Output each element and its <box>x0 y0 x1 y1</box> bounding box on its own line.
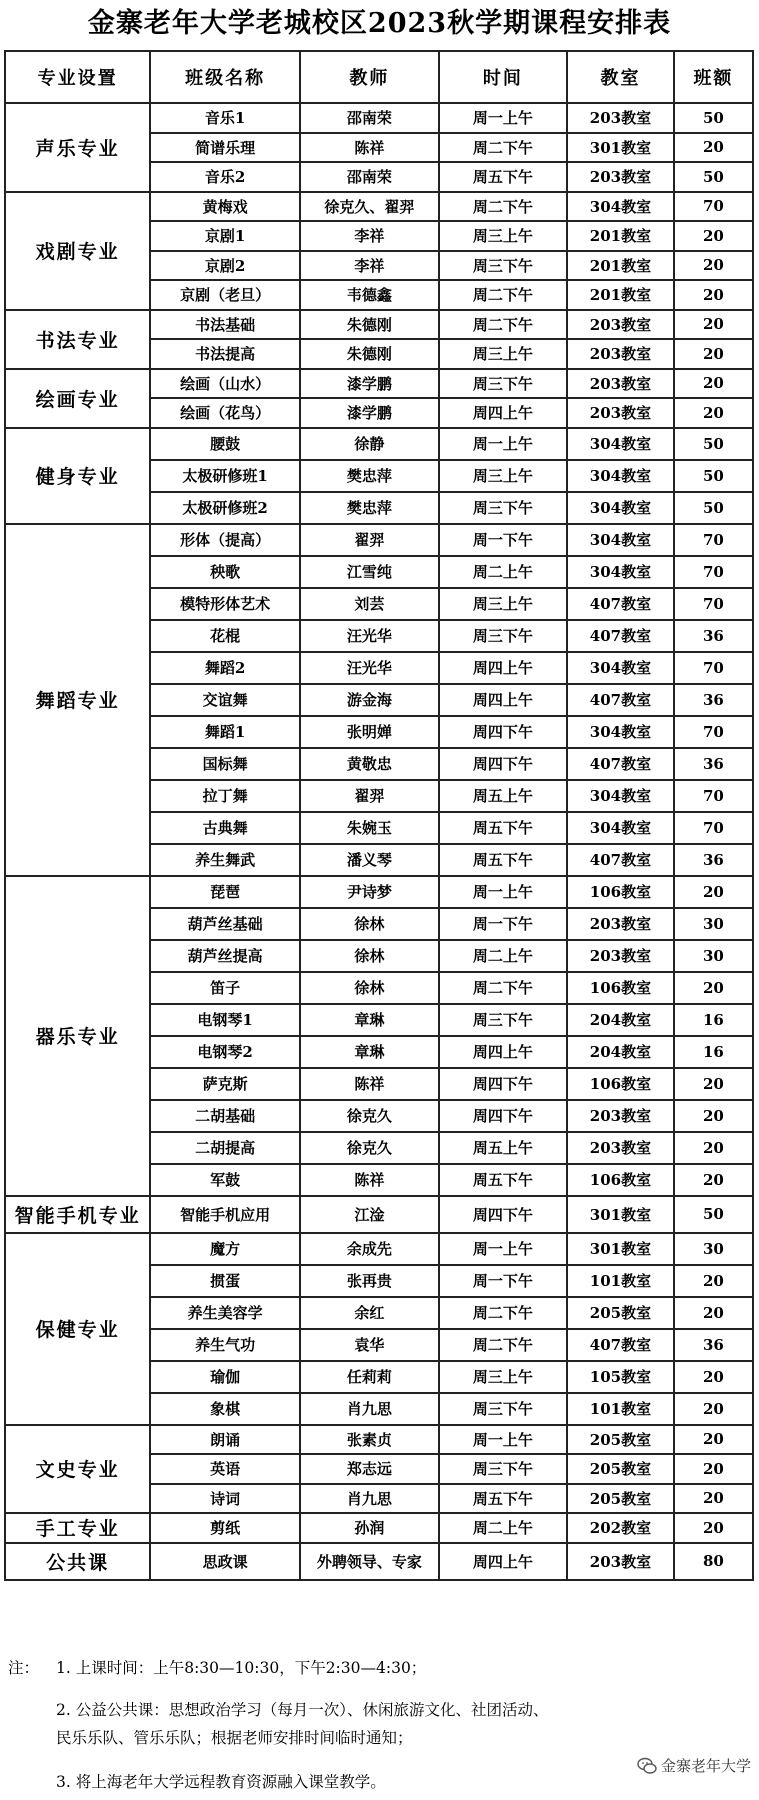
class-size-cell: 70 <box>674 716 753 748</box>
major-cell: 书法专业 <box>5 310 150 369</box>
teacher-cell: 朱婉玉 <box>300 812 439 844</box>
notes-label: 注： <box>8 1659 40 1677</box>
time-cell: 周四下午 <box>439 1196 567 1233</box>
class-size-cell: 36 <box>674 684 753 716</box>
time-cell: 周一上午 <box>439 1233 567 1265</box>
class-name-cell: 舞蹈2 <box>150 652 300 684</box>
time-cell: 周二下午 <box>439 133 567 163</box>
class-size-cell: 70 <box>674 652 753 684</box>
major-cell: 声乐专业 <box>5 103 150 192</box>
class-size-cell: 70 <box>674 524 753 556</box>
classroom-cell: 201教室 <box>567 280 674 310</box>
time-cell: 周四上午 <box>439 398 567 428</box>
time-cell: 周五下午 <box>439 1164 567 1196</box>
time-cell: 周三下午 <box>439 1454 567 1484</box>
class-size-cell: 20 <box>674 1297 753 1329</box>
class-name-cell: 腰鼓 <box>150 428 300 460</box>
major-cell: 舞蹈专业 <box>5 524 150 876</box>
header-classroom: 教室 <box>567 51 674 103</box>
teacher-cell: 张再贵 <box>300 1265 439 1297</box>
class-name-cell: 形体（提高） <box>150 524 300 556</box>
time-cell: 周一上午 <box>439 103 567 133</box>
classroom-cell: 203教室 <box>567 339 674 369</box>
class-name-cell: 交谊舞 <box>150 684 300 716</box>
time-cell: 周一上午 <box>439 428 567 460</box>
class-size-cell: 20 <box>674 310 753 340</box>
teacher-cell: 韦德鑫 <box>300 280 439 310</box>
teacher-cell: 江淦 <box>300 1196 439 1233</box>
classroom-cell: 407教室 <box>567 620 674 652</box>
classroom-cell: 304教室 <box>567 812 674 844</box>
class-name-cell: 太极研修班1 <box>150 460 300 492</box>
course-schedule-table <box>4 50 754 1581</box>
classroom-cell: 205教室 <box>567 1297 674 1329</box>
time-cell: 周三下午 <box>439 1393 567 1425</box>
class-name-cell: 拉丁舞 <box>150 780 300 812</box>
table-row <box>5 192 753 222</box>
teacher-cell: 刘芸 <box>300 588 439 620</box>
table-row <box>5 103 753 133</box>
classroom-cell: 407教室 <box>567 588 674 620</box>
page-title: 金寨老年大学老城校区2023秋学期课程安排表 <box>87 8 672 39</box>
classroom-cell: 106教室 <box>567 1068 674 1100</box>
note-item: 1. 上课时间：上午8:30—10:30，下午2:30—4:30； <box>56 1659 427 1677</box>
teacher-cell: 陈祥 <box>300 133 439 163</box>
class-name-cell: 二胡基础 <box>150 1100 300 1132</box>
classroom-cell: 407教室 <box>567 1329 674 1361</box>
class-size-cell: 30 <box>674 940 753 972</box>
major-cell: 智能手机专业 <box>5 1196 150 1233</box>
teacher-cell: 邵南荣 <box>300 162 439 192</box>
classroom-cell: 304教室 <box>567 428 674 460</box>
teacher-cell: 朱德刚 <box>300 310 439 340</box>
class-name-cell: 京剧1 <box>150 221 300 251</box>
class-size-cell: 70 <box>674 812 753 844</box>
class-name-cell: 剪纸 <box>150 1513 300 1543</box>
time-cell: 周二下午 <box>439 972 567 1004</box>
class-name-cell: 笛子 <box>150 972 300 1004</box>
teacher-cell: 徐克久 <box>300 1132 439 1164</box>
class-name-cell: 绘画（山水） <box>150 369 300 399</box>
class-size-cell: 20 <box>674 1068 753 1100</box>
major-cell: 器乐专业 <box>5 876 150 1196</box>
class-name-cell: 诗词 <box>150 1484 300 1514</box>
class-size-cell: 20 <box>674 1484 753 1514</box>
classroom-cell: 106教室 <box>567 876 674 908</box>
class-name-cell: 绘画（花鸟） <box>150 398 300 428</box>
class-size-cell: 70 <box>674 780 753 812</box>
teacher-cell: 余红 <box>300 1297 439 1329</box>
header-time: 时间 <box>439 51 567 103</box>
class-size-cell: 36 <box>674 748 753 780</box>
class-name-cell: 琵琶 <box>150 876 300 908</box>
class-size-cell: 20 <box>674 972 753 1004</box>
time-cell: 周二下午 <box>439 280 567 310</box>
classroom-cell: 304教室 <box>567 192 674 222</box>
note-item: 2. 公益公共课：思想政治学习（每月一次）、休闲旅游文化、社团活动、 <box>56 1701 549 1719</box>
header-class-size: 班额 <box>674 51 753 103</box>
teacher-cell: 陈祥 <box>300 1068 439 1100</box>
time-cell: 周三下午 <box>439 369 567 399</box>
class-name-cell: 模特形体艺术 <box>150 588 300 620</box>
teacher-cell: 章琳 <box>300 1004 439 1036</box>
wechat-icon <box>637 1756 657 1776</box>
teacher-cell: 汪光华 <box>300 652 439 684</box>
teacher-cell: 陈祥 <box>300 1164 439 1196</box>
class-size-cell: 20 <box>674 1361 753 1393</box>
teacher-cell: 汪光华 <box>300 620 439 652</box>
time-cell: 周五下午 <box>439 812 567 844</box>
classroom-cell: 201教室 <box>567 221 674 251</box>
classroom-cell: 106教室 <box>567 1164 674 1196</box>
table-body <box>5 103 753 1580</box>
class-name-cell: 英语 <box>150 1454 300 1484</box>
class-size-cell: 20 <box>674 1164 753 1196</box>
teacher-cell: 樊忠萍 <box>300 492 439 524</box>
class-size-cell: 20 <box>674 133 753 163</box>
teacher-cell: 章琳 <box>300 1036 439 1068</box>
time-cell: 周五上午 <box>439 1132 567 1164</box>
class-size-cell: 36 <box>674 620 753 652</box>
classroom-cell: 201教室 <box>567 251 674 281</box>
time-cell: 周一下午 <box>439 524 567 556</box>
teacher-cell: 邵南荣 <box>300 103 439 133</box>
class-name-cell: 萨克斯 <box>150 1068 300 1100</box>
class-name-cell: 舞蹈1 <box>150 716 300 748</box>
time-cell: 周四上午 <box>439 652 567 684</box>
classroom-cell: 304教室 <box>567 556 674 588</box>
time-cell: 周四下午 <box>439 1068 567 1100</box>
class-name-cell: 音乐1 <box>150 103 300 133</box>
class-size-cell: 70 <box>674 556 753 588</box>
classroom-cell: 304教室 <box>567 652 674 684</box>
class-size-cell: 50 <box>674 162 753 192</box>
class-name-cell: 二胡提高 <box>150 1132 300 1164</box>
teacher-cell: 张明婵 <box>300 716 439 748</box>
teacher-cell: 李祥 <box>300 251 439 281</box>
class-size-cell: 20 <box>674 1425 753 1455</box>
teacher-cell: 肖九思 <box>300 1393 439 1425</box>
time-cell: 周三上午 <box>439 460 567 492</box>
classroom-cell: 106教室 <box>567 972 674 1004</box>
classroom-cell: 204教室 <box>567 1036 674 1068</box>
time-cell: 周三上午 <box>439 1361 567 1393</box>
time-cell: 周一下午 <box>439 908 567 940</box>
time-cell: 周五下午 <box>439 162 567 192</box>
class-name-cell: 京剧（老旦） <box>150 280 300 310</box>
table-row <box>5 876 753 908</box>
class-name-cell: 黄梅戏 <box>150 192 300 222</box>
classroom-cell: 301教室 <box>567 1233 674 1265</box>
classroom-cell: 203教室 <box>567 1543 674 1580</box>
class-size-cell: 20 <box>674 876 753 908</box>
class-size-cell: 20 <box>674 1513 753 1543</box>
class-name-cell: 养生气功 <box>150 1329 300 1361</box>
header-teacher: 教师 <box>300 51 439 103</box>
teacher-cell: 李祥 <box>300 221 439 251</box>
class-name-cell: 电钢琴1 <box>150 1004 300 1036</box>
teacher-cell: 江雪纯 <box>300 556 439 588</box>
class-name-cell: 国标舞 <box>150 748 300 780</box>
classroom-cell: 407教室 <box>567 684 674 716</box>
table-row <box>5 524 753 556</box>
classroom-cell: 205教室 <box>567 1484 674 1514</box>
class-name-cell: 书法提高 <box>150 339 300 369</box>
class-name-cell: 简谱乐理 <box>150 133 300 163</box>
class-name-cell: 书法基础 <box>150 310 300 340</box>
classroom-cell: 301教室 <box>567 1196 674 1233</box>
classroom-cell: 203教室 <box>567 908 674 940</box>
class-size-cell: 50 <box>674 1196 753 1233</box>
table-row <box>5 1233 753 1265</box>
watermark <box>637 1755 751 1776</box>
time-cell: 周五下午 <box>439 844 567 876</box>
time-cell: 周三下午 <box>439 492 567 524</box>
major-cell: 绘画专业 <box>5 369 150 428</box>
classroom-cell: 101教室 <box>567 1393 674 1425</box>
teacher-cell: 徐林 <box>300 972 439 1004</box>
classroom-cell: 203教室 <box>567 103 674 133</box>
class-size-cell: 30 <box>674 1233 753 1265</box>
classroom-cell: 304教室 <box>567 492 674 524</box>
classroom-cell: 203教室 <box>567 310 674 340</box>
teacher-cell: 张素贞 <box>300 1425 439 1455</box>
classroom-cell: 203教室 <box>567 1100 674 1132</box>
classroom-cell: 203教室 <box>567 1132 674 1164</box>
class-size-cell: 50 <box>674 103 753 133</box>
teacher-cell: 袁华 <box>300 1329 439 1361</box>
class-size-cell: 50 <box>674 428 753 460</box>
class-size-cell: 36 <box>674 844 753 876</box>
classroom-cell: 407教室 <box>567 748 674 780</box>
classroom-cell: 203教室 <box>567 398 674 428</box>
time-cell: 周五下午 <box>439 1484 567 1514</box>
class-size-cell: 20 <box>674 339 753 369</box>
time-cell: 周四上午 <box>439 1036 567 1068</box>
major-cell: 保健专业 <box>5 1233 150 1425</box>
class-name-cell: 电钢琴2 <box>150 1036 300 1068</box>
classroom-cell: 304教室 <box>567 780 674 812</box>
major-cell: 手工专业 <box>5 1513 150 1543</box>
classroom-cell: 407教室 <box>567 844 674 876</box>
teacher-cell: 朱德刚 <box>300 339 439 369</box>
class-name-cell: 魔方 <box>150 1233 300 1265</box>
class-name-cell: 葫芦丝基础 <box>150 908 300 940</box>
time-cell: 周二下午 <box>439 1329 567 1361</box>
time-cell: 周四上午 <box>439 684 567 716</box>
class-size-cell: 20 <box>674 1132 753 1164</box>
teacher-cell: 潘义琴 <box>300 844 439 876</box>
class-name-cell: 京剧2 <box>150 251 300 281</box>
time-cell: 周三上午 <box>439 588 567 620</box>
class-name-cell: 音乐2 <box>150 162 300 192</box>
classroom-cell: 203教室 <box>567 940 674 972</box>
teacher-cell: 漆学鹏 <box>300 398 439 428</box>
class-size-cell: 16 <box>674 1004 753 1036</box>
time-cell: 周四下午 <box>439 1100 567 1132</box>
class-size-cell: 50 <box>674 460 753 492</box>
teacher-cell: 徐克久 <box>300 1100 439 1132</box>
time-cell: 周四下午 <box>439 748 567 780</box>
classroom-cell: 101教室 <box>567 1265 674 1297</box>
class-name-cell: 思政课 <box>150 1543 300 1580</box>
teacher-cell: 肖九思 <box>300 1484 439 1514</box>
teacher-cell: 余成先 <box>300 1233 439 1265</box>
major-cell: 健身专业 <box>5 428 150 524</box>
teacher-cell: 翟羿 <box>300 780 439 812</box>
header-major: 专业设置 <box>5 51 150 103</box>
class-name-cell: 太极研修班2 <box>150 492 300 524</box>
table-row <box>5 1513 753 1543</box>
class-size-cell: 50 <box>674 492 753 524</box>
class-name-cell: 瑜伽 <box>150 1361 300 1393</box>
time-cell: 周二下午 <box>439 192 567 222</box>
class-size-cell: 20 <box>674 280 753 310</box>
teacher-cell: 漆学鹏 <box>300 369 439 399</box>
classroom-cell: 205教室 <box>567 1454 674 1484</box>
time-cell: 周三下午 <box>439 1004 567 1036</box>
classroom-cell: 304教室 <box>567 716 674 748</box>
major-cell: 文史专业 <box>5 1425 150 1514</box>
class-size-cell: 20 <box>674 221 753 251</box>
teacher-cell: 徐林 <box>300 940 439 972</box>
time-cell: 周三上午 <box>439 339 567 369</box>
teacher-cell: 外聘领导、专家 <box>300 1543 439 1580</box>
time-cell: 周三下午 <box>439 251 567 281</box>
time-cell: 周四上午 <box>439 1543 567 1580</box>
time-cell: 周三上午 <box>439 221 567 251</box>
classroom-cell: 105教室 <box>567 1361 674 1393</box>
class-name-cell: 养生舞武 <box>150 844 300 876</box>
classroom-cell: 301教室 <box>567 133 674 163</box>
teacher-cell: 樊忠萍 <box>300 460 439 492</box>
class-name-cell: 智能手机应用 <box>150 1196 300 1233</box>
class-size-cell: 70 <box>674 192 753 222</box>
class-name-cell: 军鼓 <box>150 1164 300 1196</box>
class-size-cell: 20 <box>674 251 753 281</box>
table-row <box>5 1425 753 1455</box>
major-cell: 公共课 <box>5 1543 150 1580</box>
time-cell: 周二下午 <box>439 1297 567 1329</box>
table-row <box>5 1543 753 1580</box>
table-row <box>5 369 753 399</box>
class-size-cell: 36 <box>674 1329 753 1361</box>
class-name-cell: 养生美容学 <box>150 1297 300 1329</box>
class-size-cell: 16 <box>674 1036 753 1068</box>
teacher-cell: 郑志远 <box>300 1454 439 1484</box>
note-item: 3. 将上海老年大学远程教育资源融入课堂教学。 <box>56 1773 386 1791</box>
class-name-cell: 古典舞 <box>150 812 300 844</box>
time-cell: 周二下午 <box>439 310 567 340</box>
teacher-cell: 徐林 <box>300 908 439 940</box>
teacher-cell: 徐静 <box>300 428 439 460</box>
teacher-cell: 任莉莉 <box>300 1361 439 1393</box>
classroom-cell: 205教室 <box>567 1425 674 1455</box>
time-cell: 周二上午 <box>439 1513 567 1543</box>
class-name-cell: 朗诵 <box>150 1425 300 1455</box>
class-size-cell: 20 <box>674 1265 753 1297</box>
time-cell: 周一上午 <box>439 876 567 908</box>
time-cell: 周三下午 <box>439 620 567 652</box>
table-row <box>5 1196 753 1233</box>
teacher-cell: 孙润 <box>300 1513 439 1543</box>
time-cell: 周五上午 <box>439 780 567 812</box>
class-name-cell: 掼蛋 <box>150 1265 300 1297</box>
teacher-cell: 游金海 <box>300 684 439 716</box>
classroom-cell: 204教室 <box>567 1004 674 1036</box>
teacher-cell: 尹诗梦 <box>300 876 439 908</box>
teacher-cell: 黄敬忠 <box>300 748 439 780</box>
class-name-cell: 象棋 <box>150 1393 300 1425</box>
time-cell: 周一上午 <box>439 1425 567 1455</box>
table-header-row <box>5 51 753 103</box>
table-row <box>5 428 753 460</box>
table-row <box>5 310 753 340</box>
class-size-cell: 80 <box>674 1543 753 1580</box>
class-size-cell: 20 <box>674 1393 753 1425</box>
class-size-cell: 20 <box>674 1454 753 1484</box>
class-size-cell: 20 <box>674 369 753 399</box>
teacher-cell: 徐克久、翟羿 <box>300 192 439 222</box>
teacher-cell: 翟羿 <box>300 524 439 556</box>
classroom-cell: 203教室 <box>567 369 674 399</box>
classroom-cell: 304教室 <box>567 460 674 492</box>
note-item: 民乐乐队、管乐乐队；根据老师安排时间临时通知； <box>56 1729 413 1747</box>
class-name-cell: 花棍 <box>150 620 300 652</box>
time-cell: 周四下午 <box>439 716 567 748</box>
class-size-cell: 70 <box>674 588 753 620</box>
time-cell: 周一下午 <box>439 1265 567 1297</box>
watermark-text: 金寨老年大学 <box>660 1757 751 1775</box>
time-cell: 周二上午 <box>439 556 567 588</box>
header-class-name: 班级名称 <box>150 51 300 103</box>
class-name-cell: 葫芦丝提高 <box>150 940 300 972</box>
time-cell: 周二上午 <box>439 940 567 972</box>
class-size-cell: 20 <box>674 398 753 428</box>
class-name-cell: 秧歌 <box>150 556 300 588</box>
classroom-cell: 304教室 <box>567 524 674 556</box>
class-size-cell: 20 <box>674 1100 753 1132</box>
classroom-cell: 202教室 <box>567 1513 674 1543</box>
classroom-cell: 203教室 <box>567 162 674 192</box>
class-size-cell: 30 <box>674 908 753 940</box>
major-cell: 戏剧专业 <box>5 192 150 310</box>
